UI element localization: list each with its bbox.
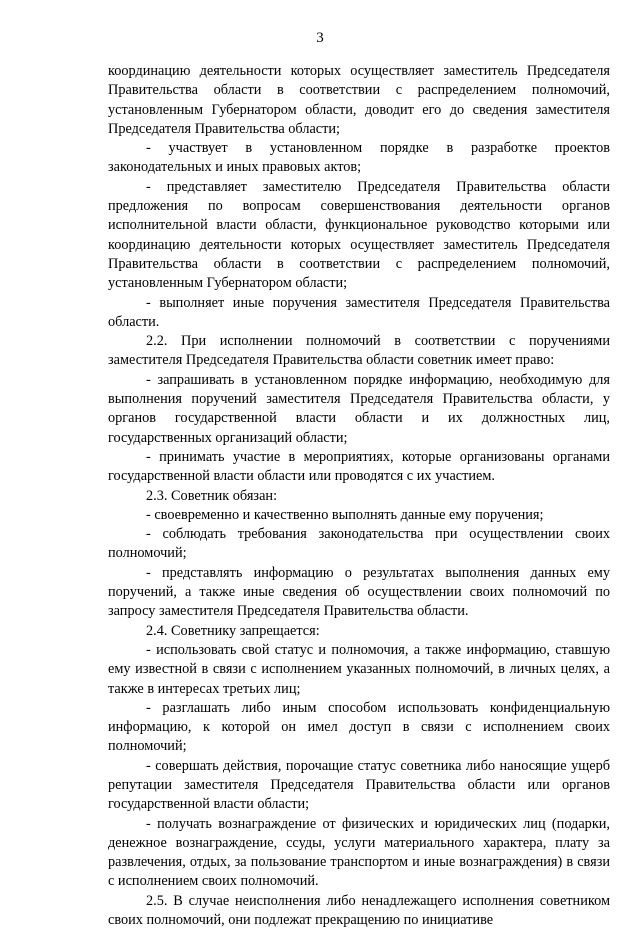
list-item: - получать вознаграждение от физических и юридических лиц (подарки, денежное вознаграждение, ссуды, услуги материального характера, плату за развлечения, отдых, за пользование транспортом и иные вознаграждения) в связи с исполнением своих полномочий. <box>108 815 610 890</box>
paragraph: координацию деятельности которых осуществляет заместитель Председателя Правительства области в соответствии с распределением полномочий, установленным Губернатором области, доводит его до сведения заместителя Председателя Правительства области; <box>108 63 610 137</box>
list-item: - запрашивать в установленном порядке информацию, необходимую для выполнения поручений заместителя Председателя Правительства области, у органов государственной власти области и их должностных лиц, государственных организаций области; <box>108 371 610 446</box>
list-item: - принимать участие в мероприятиях, которые организованы органами государственной власти области или проводятся с их участием. <box>108 448 610 485</box>
list-item: - представляет заместителю Председателя Правительства области предложения по вопросам совершенствования деятельности органов исполнительной власти области, функциональное руководство которыми или координацию деятельности которых осуществляет заместитель Председателя Правительства области в соответствии с распределением полномочий, установленным Губернатором области; <box>108 178 610 292</box>
list-item: - выполняет иные поручения заместителя Председателя Правительства области. <box>108 294 610 330</box>
section-2-5-paragraph: 2.5. В случае неисполнения либо ненадлежащего исполнения советником своих полномочий, они подлежат прекращению по инициативе <box>108 892 610 929</box>
document-body <box>108 62 610 930</box>
list-item: - своевременно и качественно выполнять данные ему поручения; <box>146 506 544 523</box>
list-item: - совершать действия, порочащие статус советника либо наносящие ущерб репутации заместителя Председателя Правительства области или органов государственной власти области; <box>108 757 610 813</box>
list-item: - участвует в установленном порядке в разработке проектов законодательных и иных правовых актов; <box>108 140 610 176</box>
section-2-2-heading: 2.2. При исполнении полномочий в соответствии с поручениями заместителя Председателя Правительства области советник имеет право: <box>108 333 610 369</box>
list-item: - разглашать либо иным способом использовать конфиденциальную информацию, к которой он имел доступ в связи с исполнением своих полномочий; <box>108 699 610 755</box>
list-item: - использовать свой статус и полномочия, а также информацию, ставшую ему известной в связи с исполнением указанных полномочий, в личных целях, а также в интересах третьих лиц; <box>108 641 610 697</box>
list-item: - представлять информацию о результатах выполнения данных ему поручений, а также иные сведения об осуществлении своих полномочий по запросу заместителя Председателя Правительства области. <box>108 564 610 620</box>
section-2-4-heading: 2.4. Советнику запрещается: <box>146 622 320 639</box>
section-2-3-heading: 2.3. Советник обязан: <box>146 487 278 504</box>
list-item: - соблюдать требования законодательства при осуществлении своих полномочий; <box>108 526 610 562</box>
page-number: 3 <box>316 30 324 46</box>
